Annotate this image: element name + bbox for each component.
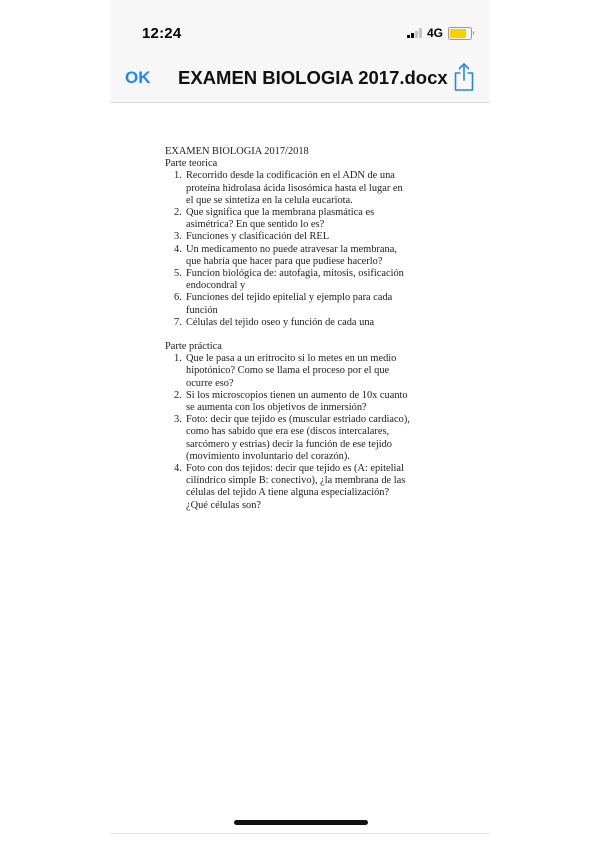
question-list-practica <box>165 353 455 512</box>
question-number: 1. <box>174 353 182 365</box>
question-item <box>165 353 455 390</box>
question-text-line: cilíndrico simple B: conectivo), ¿la membrana de las <box>186 475 406 487</box>
question-text-line: Funciones del tejido epitelial y ejemplo para cada <box>186 292 393 304</box>
question-text-line: función <box>186 304 218 316</box>
question-item <box>165 268 455 292</box>
question-number: 4. <box>174 243 182 255</box>
question-text-line: Que significa que la membrana plasmática es <box>186 207 375 219</box>
question-number: 7. <box>174 316 182 328</box>
question-text-line: hipotónico? Como se llama el proceso por el que <box>186 365 390 377</box>
question-number: 4. <box>174 463 182 475</box>
question-text-line: como has sabido que era ese (discos intercalares, <box>186 426 390 438</box>
question-text-line: que habría que hacer para que pudiese hacerlo? <box>186 255 383 267</box>
question-item <box>165 317 455 329</box>
question-text-line: Foto: decir que tejido es (muscular estriado cardiaco), <box>186 414 410 426</box>
question-text-line: Funcion biológica de: autofagia, mitosis, osificación <box>186 268 404 280</box>
network-type: 4G <box>426 26 443 40</box>
question-text-line: Foto con dos tejidos: decir que tejido es (A: epitelial <box>186 463 404 475</box>
signal-icon <box>407 28 422 38</box>
question-number: 2. <box>174 389 182 401</box>
question-text-line: células del tejido A tiene alguna especialización? <box>186 487 390 499</box>
status-time: 12:24 <box>142 25 182 42</box>
question-text-line: Recorrido desde la codificación en el ADN de una <box>186 170 395 182</box>
question-text-line: ocurre eso? <box>186 377 234 389</box>
question-item <box>165 170 455 207</box>
question-item <box>165 463 455 512</box>
question-number: 6. <box>174 292 182 304</box>
question-text-line: se aumenta con los objetivos de inmersión? <box>186 402 367 414</box>
question-item <box>165 414 455 463</box>
question-text-line: proteína hidrolasa ácida lisosómica hasta el lugar en <box>186 182 403 194</box>
question-number: 5. <box>174 268 182 280</box>
home-indicator[interactable] <box>234 820 368 825</box>
question-text-line: asimétrica? En que sentido lo es? <box>186 219 325 231</box>
question-item <box>165 292 455 316</box>
question-text-line: (movimiento involuntario del corazón). <box>186 450 350 462</box>
question-text-line: el que se sintetiza en la celula eucariota. <box>186 194 353 206</box>
question-text-line: Células del tejido oseo y función de cada una <box>186 316 375 328</box>
question-text-line: sarcómero y estrias) decir la función de ese tejido <box>186 438 392 450</box>
ok-button[interactable]: OK <box>125 68 151 87</box>
question-item <box>165 231 455 243</box>
share-icon[interactable] <box>453 62 475 92</box>
section-heading-practica: Parte práctica <box>165 341 222 353</box>
status-bar <box>110 0 490 52</box>
question-text-line: Un medicamento no puede atravesar la membrana, <box>186 243 397 255</box>
document-body <box>165 146 455 512</box>
question-text-line: Si los microscopios tienen un aumento de 10x cuanto <box>186 389 408 401</box>
question-text-line: endocondral y <box>186 280 246 292</box>
question-item <box>165 207 455 231</box>
question-number: 2. <box>174 207 182 219</box>
phone-screen <box>110 0 490 848</box>
navigation-bar <box>110 52 490 103</box>
question-text-line: ¿Qué células son? <box>186 499 262 511</box>
question-item <box>165 390 455 414</box>
status-indicators <box>407 26 472 40</box>
question-number: 1. <box>174 170 182 182</box>
doc-title: EXAMEN BIOLOGIA 2017/2018 <box>165 146 309 157</box>
question-text-line: Que le pasa a un eritrocito si lo metes en un medio <box>186 353 397 365</box>
question-item <box>165 244 455 268</box>
section-heading-teorica: Parte teorica <box>165 158 218 170</box>
document-title: EXAMEN BIOLOGIA 2017.docx <box>178 67 448 88</box>
question-number: 3. <box>174 231 182 243</box>
battery-icon <box>448 27 472 40</box>
question-number: 3. <box>174 414 182 426</box>
question-text-line: Funciones y clasificación del REL <box>186 231 330 243</box>
bottom-divider <box>110 833 490 834</box>
question-list-teorica <box>165 170 455 329</box>
